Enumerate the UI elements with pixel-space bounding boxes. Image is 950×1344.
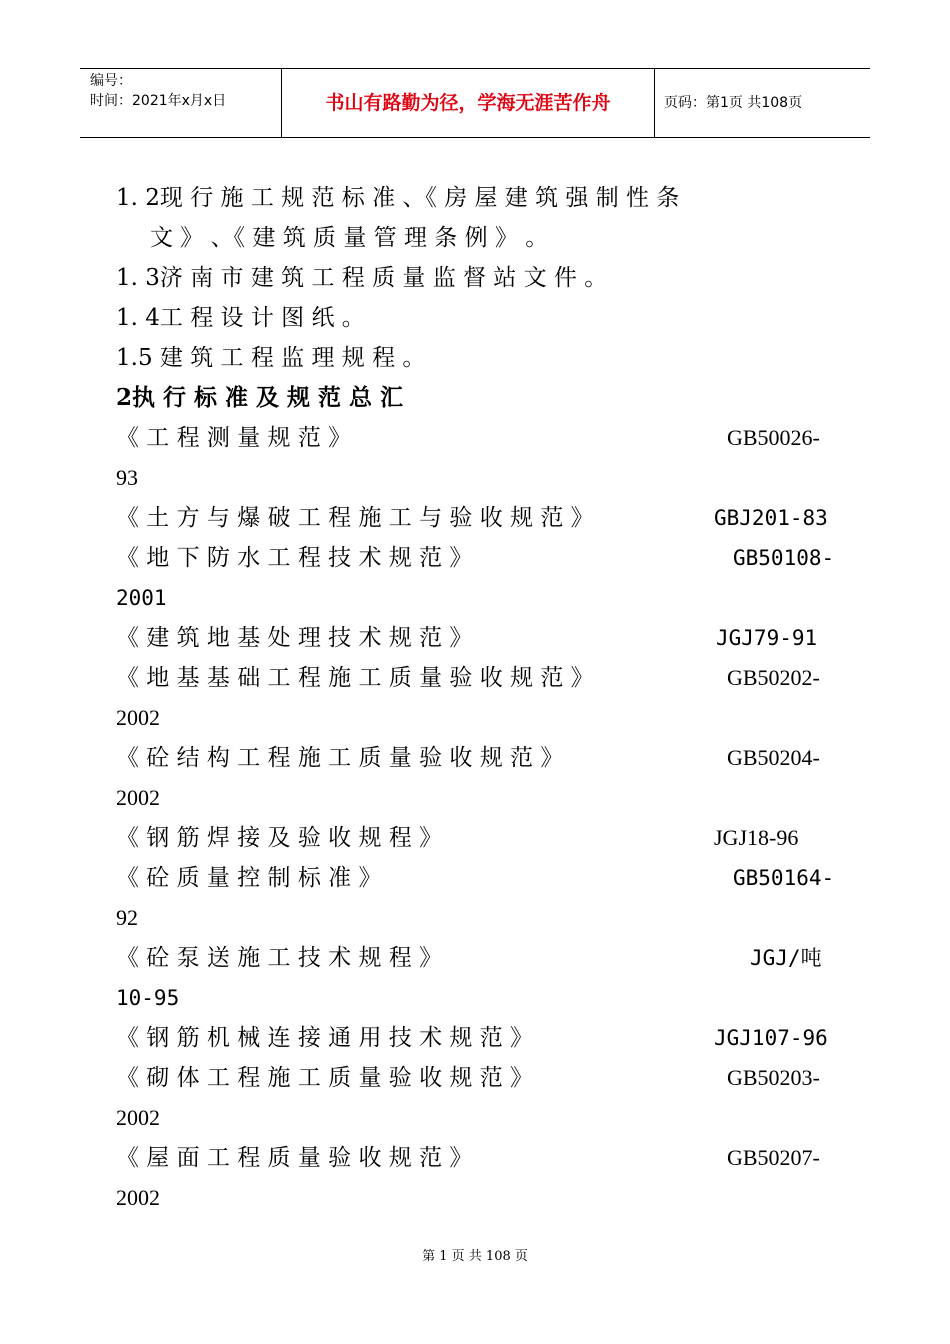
standard-name: 《 钢 筋 焊 接 及 验 收 规 程 》 xyxy=(116,825,443,851)
standard-code-continued: 93 xyxy=(116,465,138,490)
page-footer: 第 1 页 共 108 页 xyxy=(422,1249,528,1264)
standard-code: JGJ107-96 xyxy=(714,1026,828,1050)
standard-name: 《 砌 体 工 程 施 工 质 量 验 收 规 范 》 xyxy=(116,1065,534,1091)
standard-code-continued: 10-95 xyxy=(116,986,180,1010)
document-number-label: 编号： xyxy=(90,73,132,89)
text-line: 1. 2现 行 施 工 规 范 标 准 、《 房 屋 建 筑 强 制 性 条 xyxy=(116,185,680,211)
document-date-label: 时间：2021年x月x日 xyxy=(90,93,227,109)
standard-code: JGJ79-91 xyxy=(716,626,818,650)
section-heading: 2执 行 标 准 及 规 范 总 汇 xyxy=(116,384,404,411)
standard-name: 《 砼 泵 送 施 工 技 术 规 程 》 xyxy=(116,945,443,971)
standard-name: 《 地 基 基 础 工 程 施 工 质 量 验 收 规 范 》 xyxy=(116,665,594,691)
standard-code: GB50108- xyxy=(733,546,835,570)
standard-code: GB50026- xyxy=(727,425,820,450)
standard-code-continued: 2002 xyxy=(116,1105,160,1130)
standard-code-continued: 2001 xyxy=(116,586,167,610)
standard-code-continued: 2002 xyxy=(116,1185,160,1210)
standard-code: GB50203- xyxy=(727,1065,820,1090)
standard-name: 《 屋 面 工 程 质 量 验 收 规 范 》 xyxy=(116,1145,473,1171)
standard-code: GB50202- xyxy=(727,665,820,690)
header-motto: 书山有路勤为径，学海无涯苦作舟 xyxy=(325,92,611,114)
standard-name: 《 地 下 防 水 工 程 技 术 规 范 》 xyxy=(116,545,473,571)
standard-name: 《 土 方 与 爆 破 工 程 施 工 与 验 收 规 范 》 xyxy=(116,505,594,531)
standard-name: 《 工 程 测 量 规 范 》 xyxy=(116,425,352,451)
standard-code-continued: 2002 xyxy=(116,785,160,810)
standard-name: 《 砼 质 量 控 制 标 准 》 xyxy=(116,865,382,891)
standard-name: 《 建 筑 地 基 处 理 技 术 规 范 》 xyxy=(116,625,473,651)
text-line: 1. 3济 南 市 建 筑 工 程 质 量 监 督 站 文 件 。 xyxy=(116,265,608,291)
standard-name: 《 钢 筋 机 械 连 接 通 用 技 术 规 范 》 xyxy=(116,1025,534,1051)
standard-code-continued: 92 xyxy=(116,905,138,930)
standard-name: 《 砼 结 构 工 程 施 工 质 量 验 收 规 范 》 xyxy=(116,745,564,771)
text-line: 文 》 、《 建 筑 质 量 管 理 条 例 》 。 xyxy=(150,225,549,251)
standard-code: GB50204- xyxy=(727,745,820,770)
standard-code: GB50164- xyxy=(733,866,835,890)
text-line: 1. 4工 程 设 计 图 纸 。 xyxy=(116,305,365,331)
standard-code: JGJ18-96 xyxy=(714,825,799,850)
standard-code: GB50207- xyxy=(727,1145,820,1170)
text-line: 1.5 建 筑 工 程 监 理 规 程 。 xyxy=(116,345,426,371)
standard-code: GBJ201-83 xyxy=(714,506,828,530)
standard-code: JGJ/吨 xyxy=(750,946,822,970)
standard-code-continued: 2002 xyxy=(116,705,160,730)
header-page-info: 页码：第1页 共108页 xyxy=(664,95,803,111)
